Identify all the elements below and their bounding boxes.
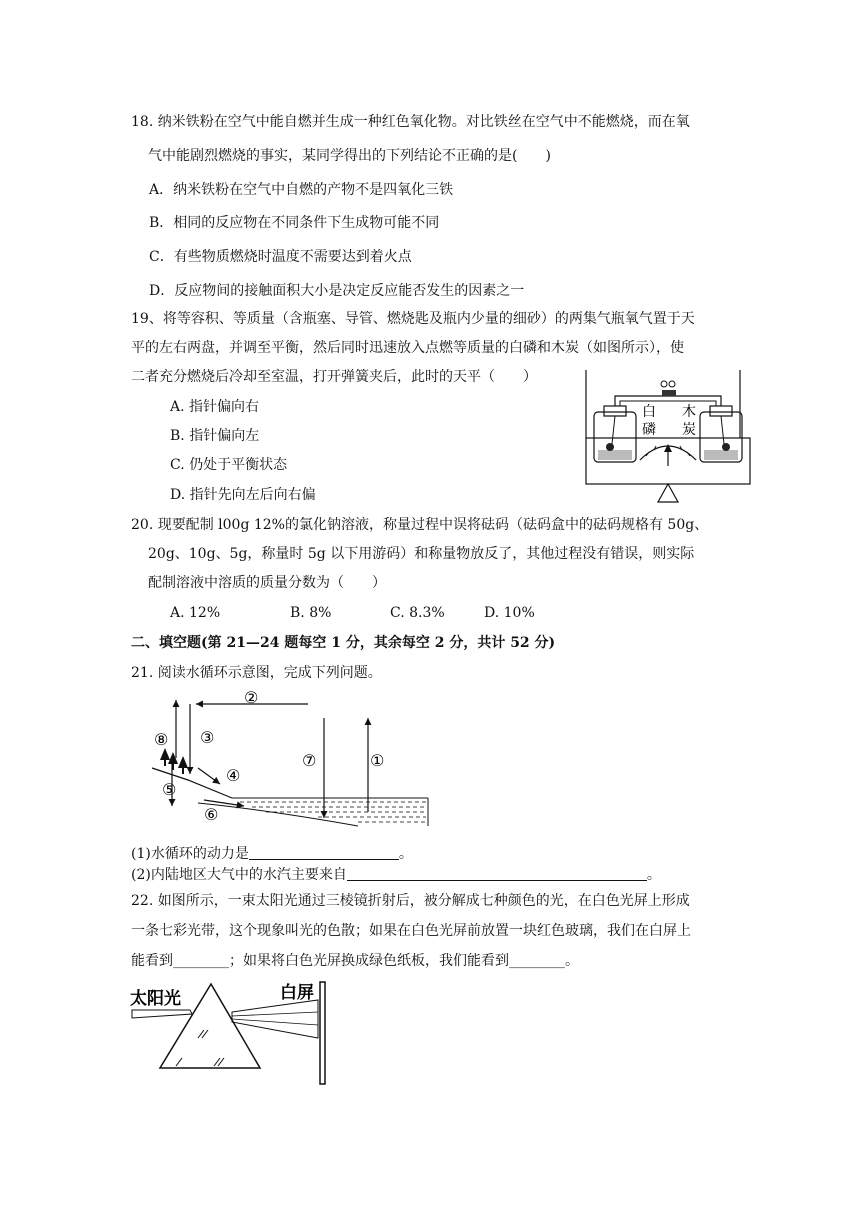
- q22-stem-line2: 一条七彩光带，这个现象叫光的色散；如果在白色光屏前放置一块红色玻璃，我们在白屏上: [131, 923, 691, 939]
- wc-label-3: ③: [200, 728, 215, 747]
- q19-option-a: A. 指针偏向右: [170, 399, 260, 415]
- prism-label-sunlight: 太阳光: [130, 989, 181, 1009]
- wc-label-1: ①: [370, 751, 385, 770]
- balance-label-wood: 木: [682, 404, 696, 420]
- q19-stem-line1: 19、将等容积、等质量（含瓶塞、导管、燃烧匙及瓶内少量的细砂）的两集气瓶氧气置于天: [131, 311, 695, 327]
- q19-option-b: B. 指针偏向左: [170, 428, 260, 444]
- balance-label-white: 白: [642, 404, 656, 420]
- prism-figure: [128, 978, 338, 1088]
- q21-sub2-end: 。: [646, 867, 661, 883]
- q18-stem-line2: 气中能剧烈燃烧的事实，某同学得出的下列结论不正确的是( ): [148, 148, 551, 164]
- balance-label-phosphorus: 磷: [642, 422, 656, 438]
- q22-stem-line3: 能看到________；如果将白色光屏换成绿色纸板，我们能看到________。: [131, 953, 579, 969]
- q21-sub2-label: (2)内陆地区大气中的水汽主要来自: [131, 867, 347, 883]
- q20-option-d: D. 10%: [484, 605, 535, 621]
- balance-label-charcoal: 炭: [682, 422, 696, 438]
- q18-option-b: B．相同的反应物在不同条件下生成物可能不同: [149, 215, 440, 231]
- wc-label-2: ②: [244, 688, 259, 707]
- q20-option-a: A. 12%: [170, 605, 221, 621]
- q19-option-c: C. 仍处于平衡状态: [170, 457, 288, 473]
- prism-label-screen: 白屏: [280, 983, 314, 1003]
- q20-stem-line3: 配制溶液中溶质的质量分数为（ ）: [148, 575, 386, 591]
- q20-option-c: C. 8.3%: [390, 605, 445, 621]
- q22-stem-line1: 22. 如图所示，一束太阳光通过三棱镜折射后，被分解成七种颜色的光，在白色光屏上形成: [131, 893, 690, 909]
- q21-sub1: [131, 845, 413, 863]
- q20-stem-line1: 20. 现要配制 l00g 12%的氯化钠溶液，称量过程中误将砝码（砝码盒中的砝码规格有 50g、: [131, 517, 709, 533]
- wc-label-7: ⑦: [302, 751, 317, 770]
- q18-stem-line1: 18. 纳米铁粉在空气中能自燃并生成一种红色氧化物。对比铁丝在空气中不能燃烧，而在氧: [131, 114, 690, 130]
- water-cycle-figure: [148, 688, 438, 828]
- q21-sub1-label: (1)水循环的动力是: [131, 846, 249, 862]
- q21-sub1-end: 。: [398, 846, 413, 862]
- wc-label-8: ⑧: [154, 730, 169, 749]
- q18-option-a: A．纳米铁粉在空气中自燃的产物不是四氧化三铁: [149, 182, 454, 198]
- wc-label-5: ⑤: [162, 780, 177, 799]
- q18-option-d: D．反应物间的接触面积大小是决定反应能否发生的因素之一: [149, 283, 525, 299]
- balance-figure: [584, 370, 754, 510]
- section-heading: 二、填空题(第 21—24 题每空 1 分，其余每空 2 分，共计 52 分): [131, 635, 556, 651]
- q21-sub1-blank[interactable]: [249, 845, 399, 860]
- q19-stem-line3: 二者充分燃烧后冷却至室温，打开弹簧夹后，此时的天平（ ）: [131, 369, 537, 385]
- q21-sub2: [131, 866, 661, 884]
- q20-option-b: B. 8%: [290, 605, 332, 621]
- q21-stem: 21. 阅读水循环示意图，完成下列问题。: [131, 665, 382, 681]
- q18-option-c: C．有些物质燃烧时温度不需要达到着火点: [149, 249, 412, 265]
- wc-label-6: ⑥: [204, 805, 219, 824]
- q20-stem-line2: 20g、10g、5g，称量时 5g 以下用游码）和称量物放反了，其他过程没有错误，则实际: [148, 546, 695, 562]
- q19-stem-line2: 平的左右两盘，并调至平衡，然后同时迅速放入点燃等质量的白磷和木炭（如图所示），使: [131, 340, 684, 356]
- q19-option-d: D. 指针先向左后向右偏: [170, 487, 316, 503]
- wc-label-4: ④: [226, 766, 241, 785]
- q21-sub2-blank[interactable]: [347, 866, 647, 881]
